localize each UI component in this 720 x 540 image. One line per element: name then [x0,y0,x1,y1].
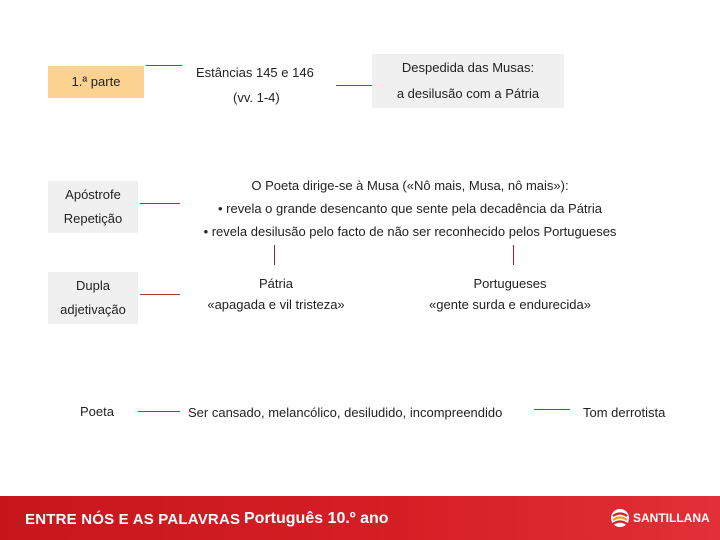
poet-description: Ser cansado, melancólico, desiludido, incompreendido [188,405,503,420]
connector-line [336,85,372,86]
poet-label: Poeta [80,404,114,419]
poet-addresses-muse: O Poeta dirige-se à Musa («Nô mais, Musa, nô mais»): [251,178,569,193]
portuguese-quote: «gente surda e endurecida» [429,297,591,312]
homeland-quote: «apagada e vil tristeza» [207,297,345,312]
figure-box-apostrophe [48,181,138,233]
tone-conclusion: Tom derrotista [583,405,666,420]
part-label: 1.ª parte [71,74,121,89]
santillana-logo-icon [610,508,630,528]
branch-line-right [513,245,514,265]
connector-line [140,294,180,295]
footer-bar [0,496,720,540]
branch-line-left [274,245,275,265]
figure-repetition: Repetição [63,211,123,226]
brand-name: SANTILLANA [633,511,710,525]
connector-line [146,65,182,66]
series-title: ENTRE NÓS E AS PALAVRAS [25,511,241,528]
figure-apostrophe: Apóstrofe [65,187,121,202]
farewell-box [372,54,564,108]
stanzas-reference: Estâncias 145 e 146 [196,65,314,80]
subject-title: Português 10.º ano [244,510,389,527]
figure-double: Dupla [76,278,110,293]
farewell-subtitle: a desilusão com a Pátria [396,86,540,101]
connector-line [138,411,180,412]
figure-box-adjectives [48,272,138,324]
portuguese-title: Portugueses [473,276,547,291]
connector-line [140,203,180,204]
part-label-box [48,66,144,98]
bullet-disillusion: • revela desilusão pelo facto de não ser reconhecido pelos Portugueses [203,224,617,239]
homeland-title: Pátria [259,276,293,291]
connector-line [534,409,570,410]
verses-reference: (vv. 1-4) [233,90,280,105]
figure-adjectivation: adjetivação [60,302,126,317]
farewell-title: Despedida das Musas: [401,60,535,75]
bullet-disenchantment: • revela o grande desencanto que sente pela decadência da Pátria [218,201,602,216]
